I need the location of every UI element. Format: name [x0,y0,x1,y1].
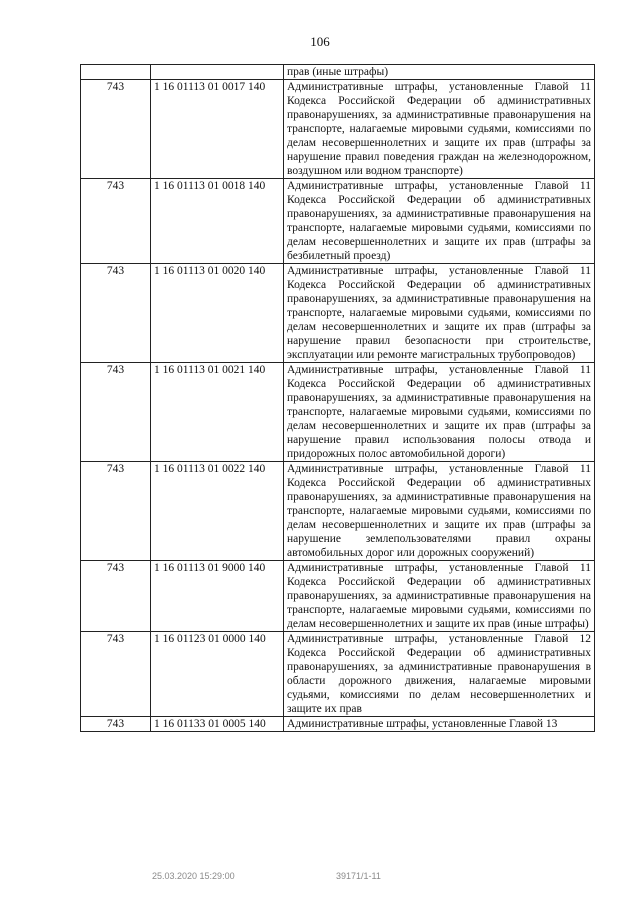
table-row [81,80,595,179]
description-cell: Административные штрафы, установленные Главой 11 Кодекса Российской Федерации об административных правонарушениях, за административные правонарушения на транспорте, налагаемые мировыми судьями, комиссиями по делам несовершеннолетних и защите их прав (штрафы за нарушение правил использования полосы отвода и придорожных полос автомобильной дороги) [284,363,595,462]
table-row [81,65,595,80]
description-cell: Административные штрафы, установленные Главой 11 Кодекса Российской Федерации об административных правонарушениях, за административные правонарушения на транспорте, налагаемые мировыми судьями, комиссиями по делам несовершеннолетних и защите их прав (иные штрафы) [284,561,595,632]
description-cell: Административные штрафы, установленные Главой 11 Кодекса Российской Федерации об административных правонарушениях, за административные правонарушения на транспорте, налагаемые мировыми судьями, комиссиями по делам несовершеннолетних и защите их прав (штрафы за нарушение землепользователями правил охраны автомобильных дорог или дорожных сооружений) [284,462,595,561]
budget-code-cell: 1 16 01113 01 0018 140 [151,179,284,264]
admin-code-cell [81,65,151,80]
table-row [81,264,595,363]
budget-code-cell: 1 16 01113 01 9000 140 [151,561,284,632]
description-cell: Административные штрафы, установленные Главой 11 Кодекса Российской Федерации об административных правонарушениях, за административные правонарушения на транспорте, налагаемые мировыми судьями, комиссиями по делам несовершеннолетних и защите их прав (штрафы за безбилетный проезд) [284,179,595,264]
budget-code-cell [151,65,284,80]
revenue-codes-table [80,64,595,732]
budget-code-cell: 1 16 01113 01 0020 140 [151,264,284,363]
footer-date: 25.03.2020 15:29:00 [152,871,235,881]
budget-code-cell: 1 16 01113 01 0022 140 [151,462,284,561]
admin-code-cell: 743 [81,264,151,363]
table-row [81,632,595,717]
admin-code-cell: 743 [81,80,151,179]
table-row [81,363,595,462]
description-cell: Административные штрафы, установленные Главой 12 Кодекса Российской Федерации об административных правонарушениях, за административные правонарушения в области дорожного движения, налагаемые мировыми судьями, комиссиями по делам несовершеннолетних и защите их прав [284,632,595,717]
budget-code-cell: 1 16 01133 01 0005 140 [151,717,284,732]
budget-code-cell: 1 16 01113 01 0017 140 [151,80,284,179]
budget-code-cell: 1 16 01113 01 0021 140 [151,363,284,462]
description-cell: Административные штрафы, установленные Главой 13 [284,717,595,732]
admin-code-cell: 743 [81,363,151,462]
page-number: 106 [310,34,330,49]
budget-code-cell: 1 16 01123 01 0000 140 [151,632,284,717]
admin-code-cell: 743 [81,561,151,632]
footer-document-id: 39171/1-11 [336,871,381,881]
admin-code-cell: 743 [81,632,151,717]
table-row [81,462,595,561]
table-row [81,179,595,264]
table-row [81,717,595,732]
description-cell: Административные штрафы, установленные Главой 11 Кодекса Российской Федерации об административных правонарушениях, за административные правонарушения на транспорте, налагаемые мировыми судьями, комиссиями по делам несовершеннолетних и защите их прав (штрафы за нарушение правил безопасности при строительстве, эксплуатации или ремонте магистральных трубопроводов) [284,264,595,363]
table-row [81,561,595,632]
admin-code-cell: 743 [81,179,151,264]
description-cell: Административные штрафы, установленные Главой 11 Кодекса Российской Федерации об административных правонарушениях, за административные правонарушения на транспорте, налагаемые мировыми судьями, комиссиями по делам несовершеннолетних и защите их прав (штрафы за нарушение правил поведения граждан на железнодорожном, воздушном или водном транспорте) [284,80,595,179]
description-cell: прав (иные штрафы) [284,65,595,80]
admin-code-cell: 743 [81,462,151,561]
admin-code-cell: 743 [81,717,151,732]
